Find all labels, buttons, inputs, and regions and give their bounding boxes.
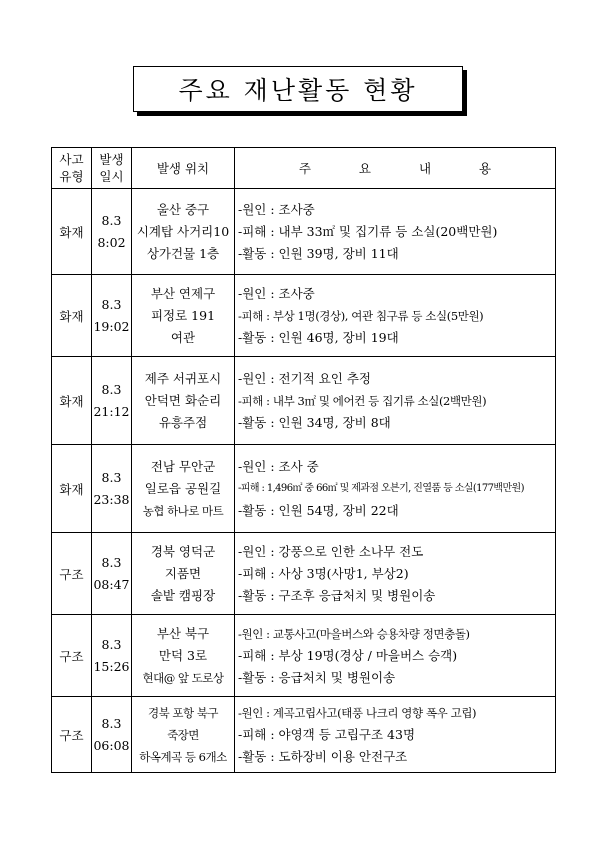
location-line: 죽장면 <box>167 727 199 742</box>
location-line: 울산 중구 <box>156 201 210 217</box>
location-line: 전남 무안군 <box>150 458 216 474</box>
location-line: 지품면 <box>164 565 202 581</box>
activity: -활동 : 인원 46명, 장비 19대 <box>238 329 399 345</box>
date: 8.3 <box>101 296 122 312</box>
occurrence-time <box>92 533 132 615</box>
location-line: 제주 서귀포시 <box>144 370 222 386</box>
occurrence-time <box>92 445 132 533</box>
damage: -피해 : 내부 33㎡ 및 집기류 등 소실(20백만원) <box>238 223 498 239</box>
details <box>235 275 556 357</box>
location-line: 하옥계곡 등 6개소 <box>139 749 227 764</box>
incident-type: 화재 <box>52 357 92 445</box>
time: 8:02 <box>97 234 126 250</box>
table-row <box>52 275 556 357</box>
location-line: 상가건물 1층 <box>146 245 220 261</box>
location <box>132 189 235 275</box>
table-header-row <box>52 148 556 189</box>
activity: -활동 : 도하장비 이용 안전구조 <box>238 748 408 764</box>
location-line: 피정로 191 <box>150 307 216 323</box>
disaster-activity-table <box>51 147 556 773</box>
activity: -활동 : 구조후 응급처치 및 병원이송 <box>238 587 436 603</box>
location-line: 부산 북구 <box>156 625 210 641</box>
cause: -원인 : 전기적 요인 추정 <box>238 370 372 386</box>
cause: -원인 : 조사 중 <box>238 458 319 474</box>
damage: -피해 : 사상 3명(사망1, 부상2) <box>238 565 409 581</box>
time: 15:26 <box>93 658 130 674</box>
location-line: 안덕면 화순리 <box>144 392 222 408</box>
location-line: 여관 <box>170 329 196 345</box>
time: 19:02 <box>93 318 130 334</box>
location <box>132 615 235 697</box>
location <box>132 533 235 615</box>
details <box>235 357 556 445</box>
header-time-line1: 발생 <box>99 152 124 167</box>
incident-type: 화재 <box>52 189 92 275</box>
table-row <box>52 445 556 533</box>
location-line: 경북 포항 북구 <box>148 705 218 720</box>
location-line: 솔밭 캠핑장 <box>150 587 216 603</box>
activity: -활동 : 인원 39명, 장비 11대 <box>238 245 399 261</box>
time: 06:08 <box>93 737 130 753</box>
location-line: 만덕 3로 <box>158 647 208 663</box>
incident-type: 화재 <box>52 445 92 533</box>
damage: -피해 : 야영객 등 고립구조 43명 <box>238 726 416 742</box>
time: 08:47 <box>93 576 130 592</box>
incident-type: 화재 <box>52 275 92 357</box>
damage: -피해 : 부상 19명(경상 / 마을버스 승객) <box>238 647 458 663</box>
damage: -피해 : 1,496㎡ 중 66㎡ 및 제과점 오븐기, 진열품 등 소실(177백만원) <box>238 482 524 494</box>
location <box>132 275 235 357</box>
location-line: 부산 연제구 <box>150 285 216 301</box>
occurrence-time <box>92 189 132 275</box>
details <box>235 445 556 533</box>
time: 21:12 <box>93 403 130 419</box>
details <box>235 697 556 773</box>
table-row <box>52 697 556 773</box>
details <box>235 189 556 275</box>
time: 23:38 <box>93 491 130 507</box>
date: 8.3 <box>101 715 122 731</box>
cause: -원인 : 조사중 <box>238 201 315 217</box>
location <box>132 357 235 445</box>
damage: -피해 : 내부 3㎡ 및 에어컨 등 집기류 소실(2백만원) <box>238 393 487 408</box>
incident-type: 구조 <box>52 533 92 615</box>
activity: -활동 : 응급처치 및 병원이송 <box>238 669 396 685</box>
header-location <box>132 148 235 189</box>
cause: -원인 : 계곡고립사고(태풍 나크리 영향 폭우 고립) <box>238 705 477 720</box>
header-location-label: 발생 위치 <box>156 160 210 176</box>
table-row <box>52 533 556 615</box>
activity: -활동 : 인원 54명, 장비 22대 <box>238 502 399 518</box>
header-content-label: 주 요 내 용 <box>298 160 514 176</box>
occurrence-time <box>92 697 132 773</box>
date: 8.3 <box>101 554 122 570</box>
header-occurrence-time <box>92 148 132 189</box>
location-line: 농협 하나로 마트 <box>142 503 224 518</box>
incident-type: 구조 <box>52 615 92 697</box>
cause: -원인 : 조사중 <box>238 285 315 301</box>
cause: -원인 : 교통사고(마을버스와 승용차량 정면충돌) <box>238 626 470 641</box>
header-incident-type <box>52 148 92 189</box>
location <box>132 445 235 533</box>
location <box>132 697 235 773</box>
date: 8.3 <box>101 212 122 228</box>
date: 8.3 <box>101 469 122 485</box>
table-row <box>52 615 556 697</box>
header-type-line1: 사고 <box>59 152 84 167</box>
details <box>235 615 556 697</box>
location-line: 경북 영덕군 <box>150 543 216 559</box>
location-line: 일로읍 공원길 <box>144 480 222 496</box>
location-line: 시계탑 사거리10 <box>136 223 230 239</box>
cause: -원인 : 강풍으로 인한 소나무 전도 <box>238 543 424 559</box>
activity: -활동 : 인원 34명, 장비 8대 <box>238 414 391 430</box>
header-type-line2: 유형 <box>59 169 84 184</box>
date: 8.3 <box>101 381 122 397</box>
occurrence-time <box>92 275 132 357</box>
location-line: 유흥주점 <box>158 414 208 430</box>
table-row <box>52 357 556 445</box>
location-line: 현대@ 앞 도로상 <box>142 670 224 685</box>
page-title: 주요 재난활동 현황 <box>178 76 418 105</box>
date: 8.3 <box>101 636 122 652</box>
damage: -피해 : 부상 1명(경상), 여관 침구류 등 소실(5만원) <box>238 308 484 323</box>
header-time-line2: 일시 <box>99 169 124 184</box>
table-row <box>52 189 556 275</box>
header-content <box>235 148 556 189</box>
occurrence-time <box>92 615 132 697</box>
page-title-box <box>133 66 463 112</box>
details <box>235 533 556 615</box>
occurrence-time <box>92 357 132 445</box>
incident-type: 구조 <box>52 697 92 773</box>
